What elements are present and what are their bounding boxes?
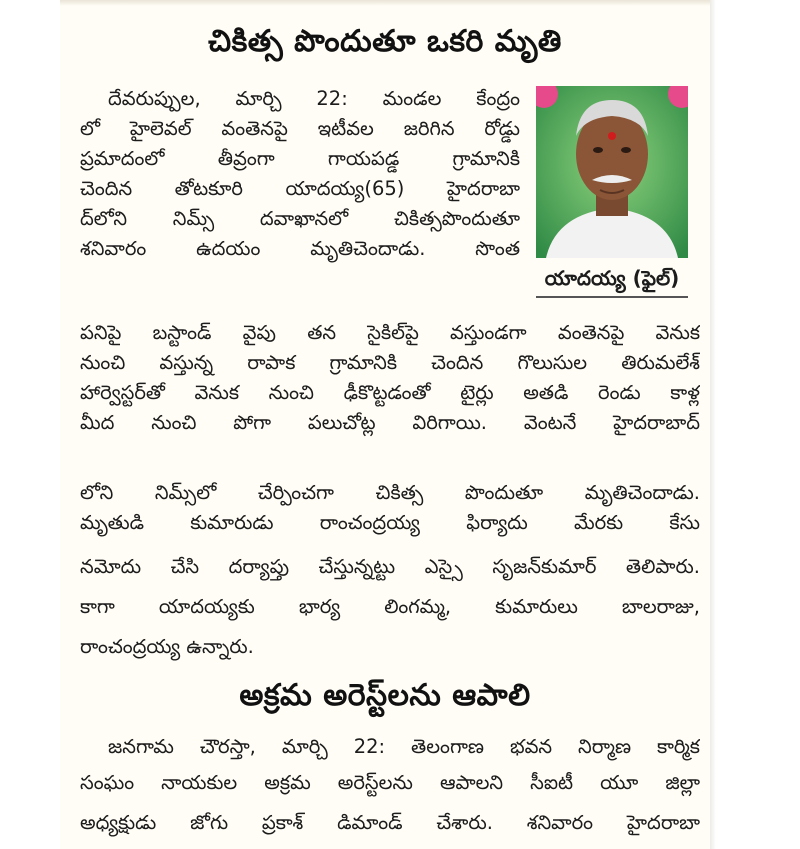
- article1-line: ద్‌లోని నిమ్స్ దవాఖానలో చికిత్సపొందుతూ: [80, 207, 520, 230]
- article1-line: హార్వెస్టర్‌తో వెనుక నుంచి ఢీకొట్టడంతో టైర్లు అతడి రెండు కాళ్ల: [80, 381, 700, 404]
- portrait-image: [536, 86, 688, 258]
- article2-line: అధ్యక్షుడు జోగు ప్రకాశ్ డిమాండ్ చేశారు. శనివారం హైదరాబా: [80, 811, 700, 834]
- article1-line: నుంచి వస్తున్న రాపాక గ్రామానికి చెందిన గొలుసుల తిరుమలేశ్: [80, 351, 700, 374]
- article1-line: కాగా యాదయ్యకు భార్య లింగమ్మ, కుమారులు బాలరాజు,: [80, 595, 700, 618]
- article1-line: లోని నిమ్స్‌లో చేర్పించగా చికిత్స పొందుతూ మృతిచెందాడు.: [80, 481, 700, 504]
- article2-line: జనగామ చౌరస్తా, మార్చి 22: తెలంగాణ భవన నిర్మాణ కార్మిక: [108, 735, 700, 758]
- newspaper-clipping: [60, 0, 710, 849]
- article2-line: సంఘం నాయకుల అక్రమ అరెస్ట్‌లను ఆపాలని సీఐటీ యూ జిల్లా: [80, 771, 700, 794]
- caption-divider: [536, 296, 688, 298]
- article1-line: నమోదు చేసి దర్యాప్తు చేస్తున్నట్టు ఎస్సై సృజన్‌కుమార్ తెలిపారు.: [80, 555, 700, 578]
- clipping-edge-shadow: [710, 0, 716, 849]
- portrait-photo: [536, 86, 688, 258]
- article1-line: ప్రమాదంలో తీవ్రంగా గాయపడ్డ గ్రామానికి: [80, 147, 520, 170]
- headline-treatment-death: చికిత్స పొందుతూ ఒకరి మృతి: [208, 24, 562, 59]
- article1-line: చెందిన తోటకూరి యాదయ్య(65) హైదరాబా: [80, 177, 520, 200]
- headline-stop-arrests: అక్రమ అరెస్ట్‌లను ఆపాలి: [239, 678, 531, 713]
- article1-line: మీద నుంచి పోగా పలుచోట్ల విరిగాయి. వెంటనే హైదరాబాద్: [80, 411, 700, 434]
- article1-line: పనిపై బస్టాండ్ వైపు తన సైకిల్‌పై వస్తుండగా వంతెనపై వెనుక: [80, 321, 700, 344]
- article1-line: దేవరుప్పుల, మార్చి 22: మండల కేంద్రం: [108, 87, 520, 110]
- photo-caption: యాదయ్య (ఫైల్): [544, 266, 680, 290]
- article1-line: శనివారం ఉదయం మృతిచెందాడు. సొంత: [80, 237, 520, 260]
- article1-line: మృతుడి కుమారుడు రాంచంద్రయ్య ఫిర్యాదు మేరకు కేసు: [80, 511, 700, 534]
- article1-line: లో హైలెవల్ వంతెనపై ఇటీవల జరిగిన రోడ్డు: [80, 117, 520, 140]
- article1-line: రాంచంద్రయ్య ఉన్నారు.: [80, 635, 254, 658]
